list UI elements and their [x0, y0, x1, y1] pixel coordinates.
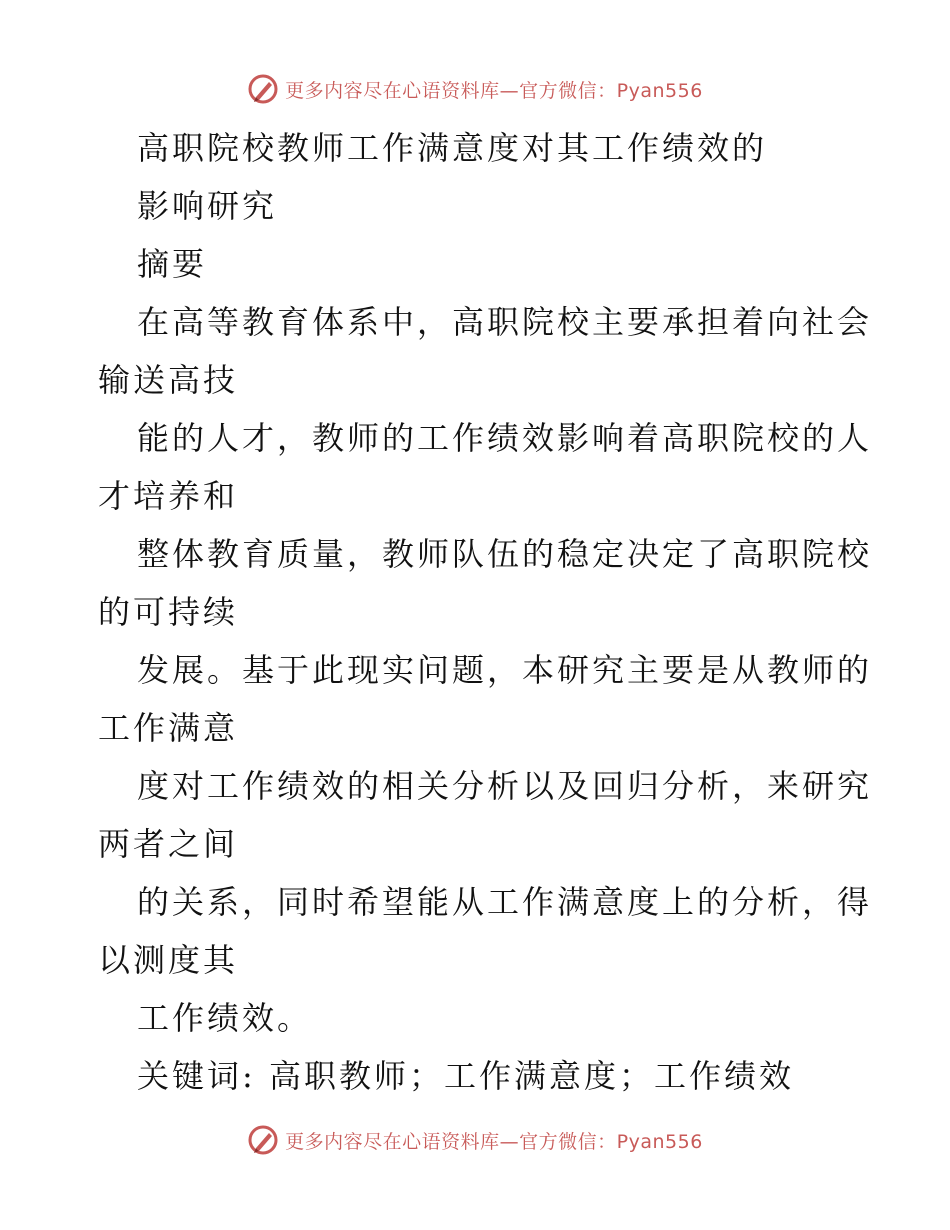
- abstract-line: 输送高技: [98, 361, 239, 399]
- watermark-text: 更多内容尽在心语资料库—官方微信：Pyan556: [285, 79, 703, 102]
- abstract-line: 才培养和: [98, 477, 239, 515]
- title-line-1: 高职院校教师工作满意度对其工作绩效的: [137, 129, 768, 167]
- pen-logo-icon: [247, 1124, 279, 1156]
- abstract-line: 在高等教育体系中，高职院校主要承担着向社会: [137, 303, 873, 341]
- abstract-line: 度对工作绩效的相关分析以及回归分析，来研究: [137, 767, 873, 805]
- watermark-text: 更多内容尽在心语资料库—官方微信：Pyan556: [285, 1130, 703, 1153]
- header-watermark: [0, 72, 950, 106]
- abstract-line: 的关系，同时希望能从工作满意度上的分析，得: [137, 883, 873, 921]
- abstract-line: 工作绩效。: [137, 999, 313, 1037]
- abstract-line: 的可持续: [98, 593, 239, 631]
- title-line-2: 影响研究: [137, 187, 278, 225]
- keywords-line: 关键词: 高职教师；工作满意度；工作绩效: [137, 1057, 794, 1095]
- abstract-line: 整体教育质量，教师队伍的稳定决定了高职院校: [137, 535, 873, 573]
- abstract-line: 发展。基于此现实问题，本研究主要是从教师的: [137, 651, 873, 689]
- abstract-line: 能的人才，教师的工作绩效影响着高职院校的人: [137, 419, 873, 457]
- footer-watermark: [0, 1123, 950, 1157]
- abstract-line: 两者之间: [98, 825, 239, 863]
- abstract-line: 以测度其: [98, 941, 239, 979]
- abstract-heading: 摘要: [137, 245, 208, 283]
- pen-logo-icon: [247, 73, 279, 105]
- abstract-line: 工作满意: [98, 709, 239, 747]
